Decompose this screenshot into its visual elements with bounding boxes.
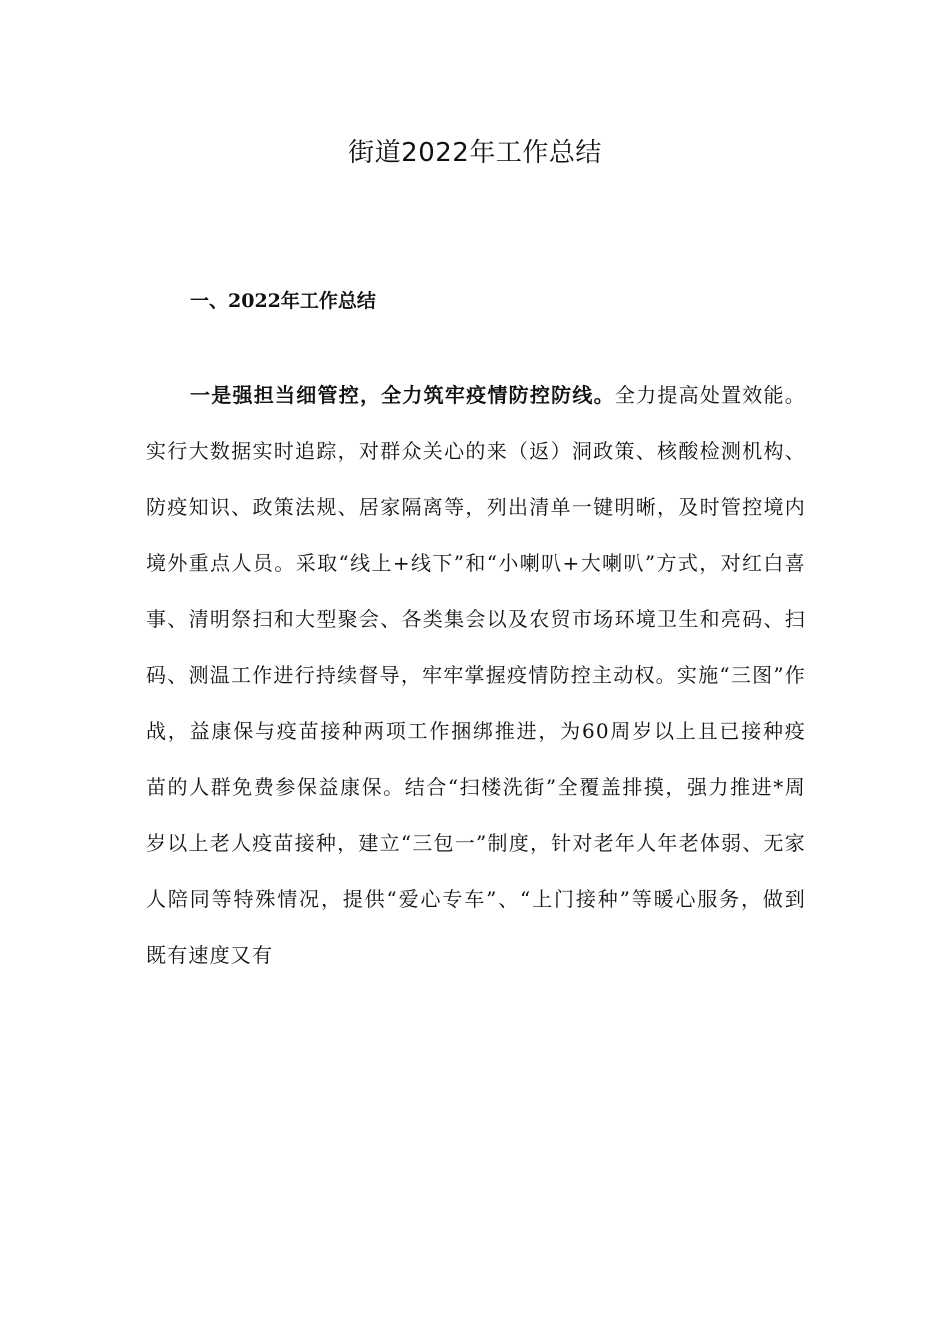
section-heading: 一、2022年工作总结: [190, 290, 376, 312]
body-paragraph: [146, 367, 806, 983]
document-title: 街道2022年工作总结: [348, 138, 602, 168]
paragraph-lead: 一是强担当细管控，全力筑牢疫情防控防线。: [190, 383, 615, 407]
paragraph-body: 全力提高处置效能。实行大数据实时追踪，对群众关心的来（返）洞政策、核酸检测机构、防疫知识、政策法规、居家隔离等，列出清单一键明晰，及时管控境内境外重点人员。采取“线上+线下”和“小喇叭+大喇叭”方式，对红白喜事、清明祭扫和大型聚会、各类集会以及农贸市场环境卫生和亮码、扫码、测温工作进行持续督导，牢牢掌握疫情防控主动权。实施“三图”作战，益康保与疫苗接种两项工作捆绑推进，为60周岁以上且已接种疫苗的人群免费参保益康保。结合“扫楼洗街”全覆盖排摸，强力推进*周岁以上老人疫苗接种，建立“三包一”制度，针对老年人年老体弱、无家人陪同等特殊情况，提供“爱心专车”、“上门接种”等暖心服务，做到既有速度又有: [146, 383, 806, 967]
